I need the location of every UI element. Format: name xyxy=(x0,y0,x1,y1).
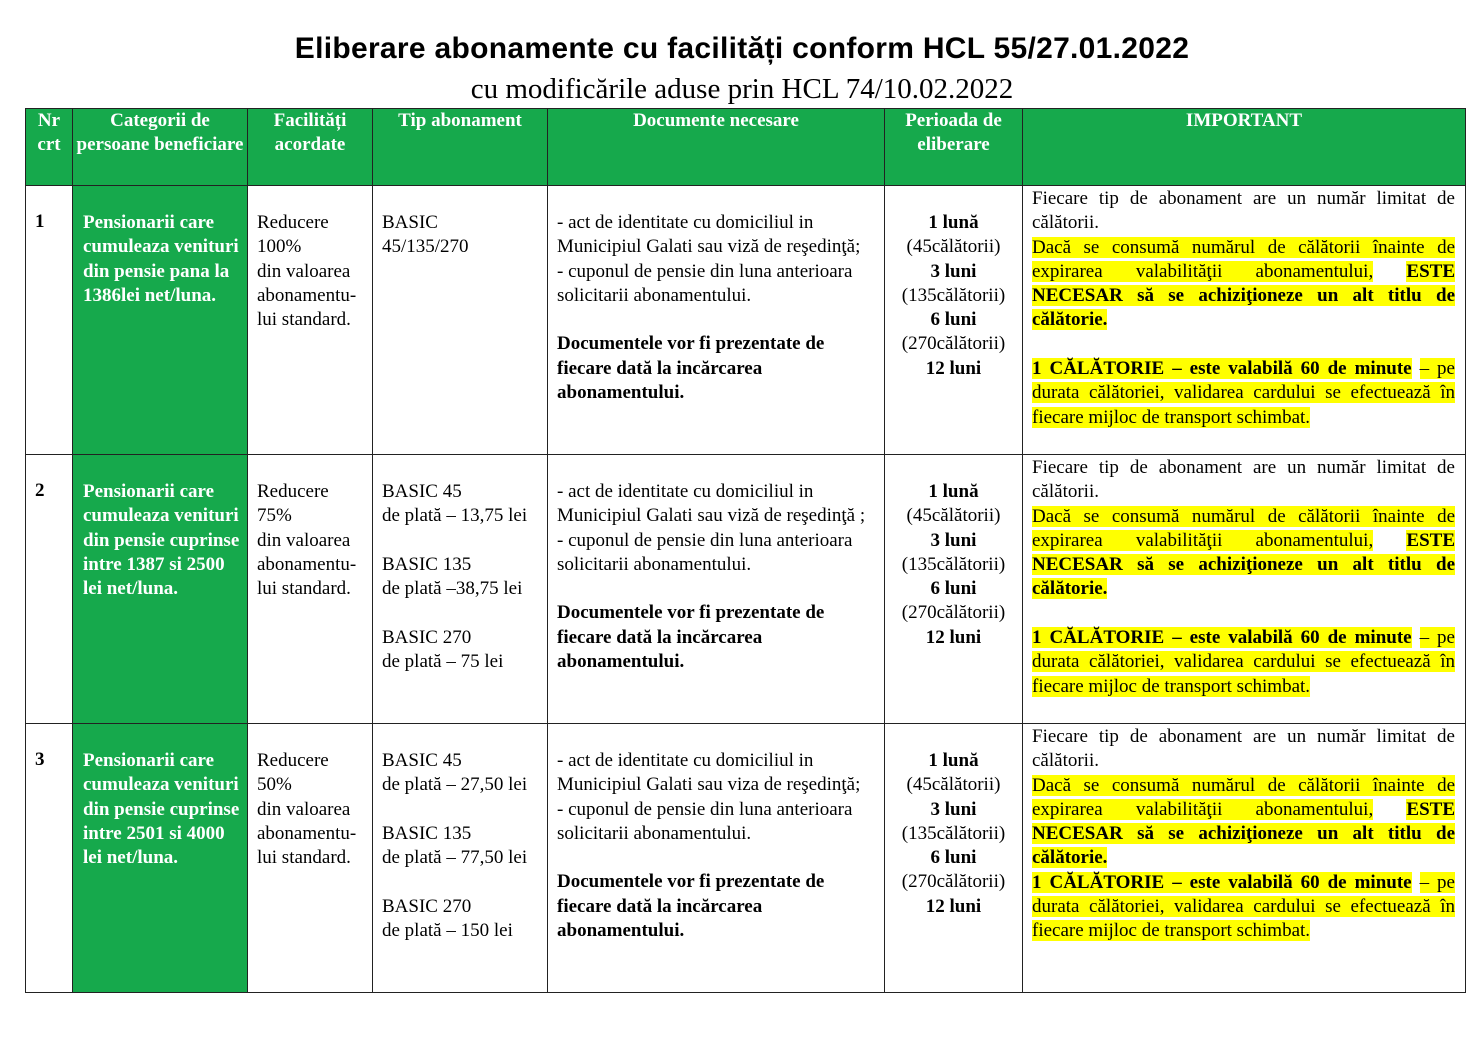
important-trip: – pe durata călătoriei, validarea cardului se efectuează în fiecare mijloc de transport schimbat. xyxy=(1032,627,1455,697)
row-number xyxy=(26,724,73,993)
perioada-line: 1 lună xyxy=(928,750,979,771)
important-intro: Fiecare tip de abonament are un număr limitat de călătorii. xyxy=(1032,188,1455,234)
beneficiary-category-text: Pensionarii care cumuleaza venituri din pensie cuprinse intre 2501 si 4000 lei net/luna. xyxy=(83,750,240,869)
important-trip-bold: 1 CĂLĂTORIE – este valabilă 60 de minute xyxy=(1032,627,1412,649)
facilitati-line: Reducere xyxy=(257,481,329,502)
perioada-line: 3 luni xyxy=(930,529,977,551)
documents-note: Documentele vor fi prezentate de fiecare dată la incărcarea abonamentului. xyxy=(557,333,825,404)
important-warning: Dacă se consumă numărul de călătorii înainte de expirarea valabilităţii abonamentului, xyxy=(1032,505,1455,551)
row-number-text: 3 xyxy=(35,749,45,770)
facilitati-line: abonamentu- xyxy=(257,822,357,844)
perioada-line: 3 luni xyxy=(930,798,977,820)
important-warning-bold: ESTE NECESAR să se achiziţioneze un alt titlu de călătorie. xyxy=(1032,529,1455,600)
important-warning-bold: ESTE NECESAR să se achiziţioneze un alt titlu de călătorie. xyxy=(1032,260,1455,331)
tip-line: BASIC xyxy=(382,212,438,233)
beneficiary-category-text: Pensionarii care cumuleaza venituri din pensie pana la 1386lei net/luna. xyxy=(83,212,239,306)
facilitati-line: 75% xyxy=(257,505,292,527)
facilitati-line: 50% xyxy=(257,774,292,796)
tip-line: BASIC 45 xyxy=(382,750,462,771)
perioada-line: 6 luni xyxy=(930,578,977,600)
document-item: - act de identitate cu domiciliul in Municipiul Galati sau viza de reşedinţă; xyxy=(557,750,861,796)
facilitati-line: din valoarea xyxy=(257,529,351,551)
important-trip: – pe durata călătoriei, validarea cardului se efectuează în fiecare mijloc de transport schimbat. xyxy=(1032,871,1455,942)
documents-cell xyxy=(548,724,885,993)
header-nr: Nr crt xyxy=(26,109,73,186)
table-row xyxy=(26,724,1466,993)
perioada-line: 3 luni xyxy=(930,260,977,282)
facilitati-line: abonamentu- xyxy=(257,553,357,575)
beneficiary-category xyxy=(73,455,248,724)
tip-line xyxy=(382,798,545,822)
facilitati-line: lui standard. xyxy=(257,847,351,869)
document-item: - cuponul de pensie din luna anterioara solicitarii abonamentului. xyxy=(557,260,853,306)
table-row xyxy=(26,455,1466,724)
tip-line: de plată – 75 lei xyxy=(382,651,504,673)
perioada-line: 1 lună xyxy=(928,212,979,233)
table-header-row xyxy=(26,109,1466,186)
important-trip: – pe durata călătoriei, validarea cardului se efectuează în fiecare mijloc de transport schimbat. xyxy=(1032,358,1455,428)
important-intro: Fiecare tip de abonament are un număr limitat de călătorii. xyxy=(1032,457,1455,503)
tip-line: de plată – 150 lei xyxy=(382,920,513,942)
header-important: IMPORTANT xyxy=(1023,109,1466,186)
subscription-type-cell xyxy=(373,186,548,455)
tip-line: BASIC 45 xyxy=(382,481,462,502)
perioada-line: (270călătorii) xyxy=(901,602,1006,624)
beneficiary-category-text: Pensionarii care cumuleaza venituri din pensie cuprinse intre 1387 si 2500 lei net/luna. xyxy=(83,481,240,600)
tip-line: BASIC 135 xyxy=(382,553,472,575)
tip-line: BASIC 270 xyxy=(382,895,472,917)
important-trip-bold: 1 CĂLĂTORIE – este valabilă 60 de minute xyxy=(1032,871,1412,893)
subscription-type-cell xyxy=(373,724,548,993)
important-intro: Fiecare tip de abonament are un număr limitat de călătorii. xyxy=(1032,726,1455,772)
document-item: - cuponul de pensie din luna anterioara solicitarii abonamentului. xyxy=(557,798,853,844)
subscriptions-table xyxy=(25,108,1466,993)
header-categorii: Categorii de persoane beneficiare xyxy=(73,109,248,186)
period-cell xyxy=(885,724,1023,993)
beneficiary-category xyxy=(73,724,248,993)
perioada-line: (45călătorii) xyxy=(906,774,1001,796)
tip-line xyxy=(382,870,545,894)
header-perioada: Perioada de eliberare xyxy=(885,109,1023,186)
perioada-line: (45călătorii) xyxy=(906,505,1001,527)
tip-line xyxy=(382,601,545,625)
important-trip-bold: 1 CĂLĂTORIE – este valabilă 60 de minute xyxy=(1032,358,1412,380)
perioada-line: (135călătorii) xyxy=(901,553,1006,575)
tip-line: 45/135/270 xyxy=(382,236,469,258)
facilities-cell xyxy=(248,724,373,993)
page-title: Eliberare abonamente cu facilități conform HCL 55/27.01.2022 xyxy=(294,32,1190,65)
perioada-line: (45călătorii) xyxy=(906,236,1001,258)
facilities-cell xyxy=(248,455,373,724)
document-item: - cuponul de pensie din luna anterioara solicitarii abonamentului. xyxy=(557,529,853,575)
facilitati-line: lui standard. xyxy=(257,578,351,600)
important-warning: Dacă se consumă numărul de călătorii înainte de expirarea valabilităţii abonamentului, xyxy=(1032,236,1455,282)
tip-line: de plată –38,75 lei xyxy=(382,578,523,600)
tip-line: BASIC 135 xyxy=(382,822,472,844)
period-cell xyxy=(885,186,1023,455)
perioada-line: 6 luni xyxy=(930,309,977,331)
important-warning: Dacă se consumă numărul de călătorii înainte de expirarea valabilităţii abonamentului, xyxy=(1032,774,1455,820)
facilitati-line: Reducere xyxy=(257,212,329,233)
perioada-line: 12 luni xyxy=(925,895,982,917)
documents-note: Documentele vor fi prezentate de fiecare dată la incărcarea abonamentului. xyxy=(557,871,825,942)
beneficiary-category xyxy=(73,186,248,455)
perioada-line: 6 luni xyxy=(930,847,977,869)
tip-line: de plată – 77,50 lei xyxy=(382,847,528,869)
facilitati-line: din valoarea xyxy=(257,260,351,282)
period-cell xyxy=(885,455,1023,724)
perioada-line: (270călătorii) xyxy=(901,333,1006,355)
perioada-line: 12 luni xyxy=(925,357,982,379)
document-item: - act de identitate cu domiciliul in Municipiul Galati sau viză de reşedinţă ; xyxy=(557,481,866,527)
documents-cell xyxy=(548,455,885,724)
header-documente: Documente necesare xyxy=(548,109,885,186)
tip-line xyxy=(382,529,545,553)
row-number xyxy=(26,455,73,724)
facilitati-line: lui standard. xyxy=(257,309,351,331)
tip-line: de plată – 13,75 lei xyxy=(382,505,528,527)
header-facilitati: Facilități acordate xyxy=(248,109,373,186)
facilities-cell xyxy=(248,186,373,455)
perioada-line: 1 lună xyxy=(928,481,979,502)
facilitati-line: abonamentu- xyxy=(257,284,357,306)
row-number xyxy=(26,186,73,455)
important-cell xyxy=(1023,455,1466,724)
documents-cell xyxy=(548,186,885,455)
row-number-text: 1 xyxy=(35,211,45,232)
perioada-line: 12 luni xyxy=(925,626,982,648)
perioada-line: (135călătorii) xyxy=(901,284,1006,306)
tip-line: BASIC 270 xyxy=(382,626,472,648)
important-warning-bold: ESTE NECESAR să se achiziţioneze un alt titlu de călătorie. xyxy=(1032,798,1455,869)
important-cell xyxy=(1023,724,1466,993)
facilitati-line: 100% xyxy=(257,236,302,258)
facilitati-line: Reducere xyxy=(257,750,329,771)
perioada-line: (135călătorii) xyxy=(901,822,1006,844)
perioada-line: (270călătorii) xyxy=(901,871,1006,893)
important-cell xyxy=(1023,186,1466,455)
documents-note: Documentele vor fi prezentate de fiecare dată la incărcarea abonamentului. xyxy=(557,602,825,673)
tip-line: de plată – 27,50 lei xyxy=(382,774,528,796)
document-item: - act de identitate cu domiciliul in Municipiul Galati sau viză de reşedinţă; xyxy=(557,212,861,258)
subscription-type-cell xyxy=(373,455,548,724)
table-row xyxy=(26,186,1466,455)
page-subtitle: cu modificările aduse prin HCL 74/10.02.2022 xyxy=(470,73,1014,105)
header-tip: Tip abonament xyxy=(373,109,548,186)
facilitati-line: din valoarea xyxy=(257,798,351,820)
row-number-text: 2 xyxy=(35,480,45,501)
